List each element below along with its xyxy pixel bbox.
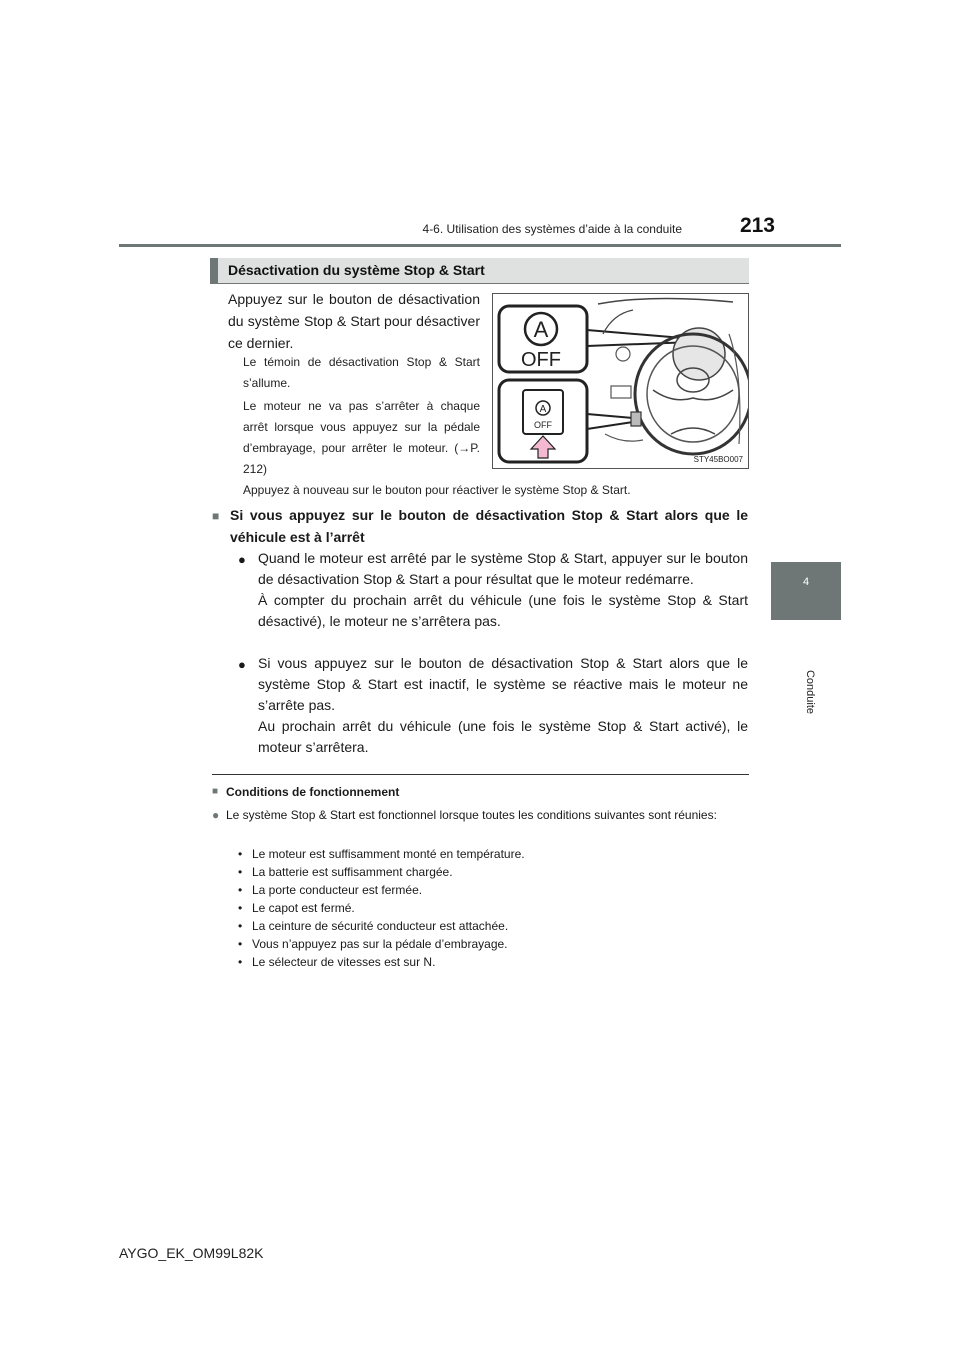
condition-text: Le sélecteur de vitesses est sur N. bbox=[252, 955, 436, 969]
running-header-title: 4-6. Utilisation des systèmes d’aide à la conduite bbox=[422, 222, 682, 236]
list-item bbox=[238, 863, 748, 881]
conditions-intro-text: Le système Stop & Start est fonctionnel lorsque toutes les conditions suivantes sont réunies: bbox=[226, 808, 717, 822]
bullet-1-para-2: À compter du prochain arrêt du véhicule (une fois le système Stop & Start désactivé), le moteur ne s’arrêtera pas. bbox=[258, 592, 748, 629]
square-marker: ■ bbox=[212, 509, 220, 523]
section-heading bbox=[210, 258, 749, 284]
condition-text: Vous n’appuyez pas sur la pédale d’embrayage. bbox=[252, 937, 508, 951]
chapter-number: 4 bbox=[802, 576, 810, 588]
note-engine: Le moteur ne va pas s’arrêter à chaque arrêt lorsque vous appuyez sur la pédale d’embrayage, pour arrêter le moteur. (→P. 212) bbox=[243, 399, 480, 476]
subsection-heading-text: Si vous appuyez sur le bouton de désactivation Stop & Start alors que le véhicule est à l’arrêt bbox=[230, 507, 748, 545]
large-a-glyph: A bbox=[533, 317, 549, 342]
illustration-code: STY45BO007 bbox=[693, 455, 743, 464]
list-item bbox=[238, 953, 748, 971]
conditions-list bbox=[238, 845, 748, 971]
stop-start-illustration bbox=[492, 293, 749, 469]
bullet-dot: ● bbox=[238, 552, 246, 567]
list-item bbox=[238, 653, 748, 758]
section-intro: Appuyez sur le bouton de désactivation du système Stop & Start pour désactiver ce dernier. bbox=[228, 291, 480, 351]
list-item bbox=[238, 935, 748, 953]
list-bullet: • bbox=[238, 901, 243, 915]
bullet-1-para-1: Quand le moteur est arrêté par le système Stop & Start, appuyer sur le bouton de désactivation Stop & Start a pour résultat que le moteur redémarre. bbox=[258, 550, 748, 587]
note-reactivate: Appuyez à nouveau sur le bouton pour réactiver le système Stop & Start. bbox=[243, 483, 631, 497]
document-code: AYGO_EK_OM99L82K bbox=[119, 1245, 264, 1261]
section-heading-underline bbox=[210, 283, 749, 284]
list-item bbox=[238, 548, 748, 632]
small-a-glyph: A bbox=[539, 404, 547, 415]
bullet-dot: ● bbox=[212, 808, 220, 822]
list-bullet: • bbox=[238, 955, 243, 969]
page-number: 213 bbox=[739, 214, 775, 237]
conditions-heading bbox=[212, 785, 399, 799]
list-item bbox=[238, 845, 748, 863]
small-off-label: OFF bbox=[534, 420, 552, 430]
square-marker: ■ bbox=[212, 786, 219, 797]
condition-text: La porte conducteur est fermée. bbox=[252, 883, 423, 897]
list-bullet: • bbox=[238, 847, 243, 861]
section-heading-text: Désactivation du système Stop & Start bbox=[228, 262, 485, 278]
bullet-2-para-1: Si vous appuyez sur le bouton de désactivation Stop & Start alors que le système Stop & Start est inactif, le système se réactive mais le moteur ne s’arrête pas. bbox=[258, 655, 748, 713]
conditions-intro bbox=[212, 806, 749, 824]
chapter-tab[interactable] bbox=[771, 562, 841, 620]
chapter-label bbox=[800, 656, 814, 736]
bullet-dot: ● bbox=[238, 657, 246, 672]
note-indicator: Le témoin de désactivation Stop & Start s’allume. bbox=[243, 355, 480, 390]
list-bullet: • bbox=[238, 919, 243, 933]
bullet-2-para-2: Au prochain arrêt du véhicule (une fois le système Stop & Start activé), le moteur s’arrêtera. bbox=[258, 718, 748, 755]
list-item bbox=[238, 917, 748, 935]
dashboard-drawing bbox=[493, 294, 748, 468]
list-bullet: • bbox=[238, 883, 243, 897]
list-item bbox=[238, 881, 748, 899]
condition-text: Le moteur est suffisamment monté en température. bbox=[252, 847, 525, 861]
condition-text: La ceinture de sécurité conducteur est attachée. bbox=[252, 919, 509, 933]
condition-text: La batterie est suffisamment chargée. bbox=[252, 865, 453, 879]
list-bullet: • bbox=[238, 937, 243, 951]
large-off-label: OFF bbox=[521, 349, 561, 371]
chapter-label-text: Conduite bbox=[804, 669, 816, 715]
conditions-heading-text: Conditions de fonctionnement bbox=[226, 785, 400, 799]
header-rule bbox=[119, 244, 841, 247]
list-item bbox=[238, 899, 748, 917]
section-divider bbox=[212, 774, 749, 775]
subsection-heading bbox=[212, 504, 748, 548]
condition-text: Le capot est fermé. bbox=[252, 901, 355, 915]
list-bullet: • bbox=[238, 865, 243, 879]
